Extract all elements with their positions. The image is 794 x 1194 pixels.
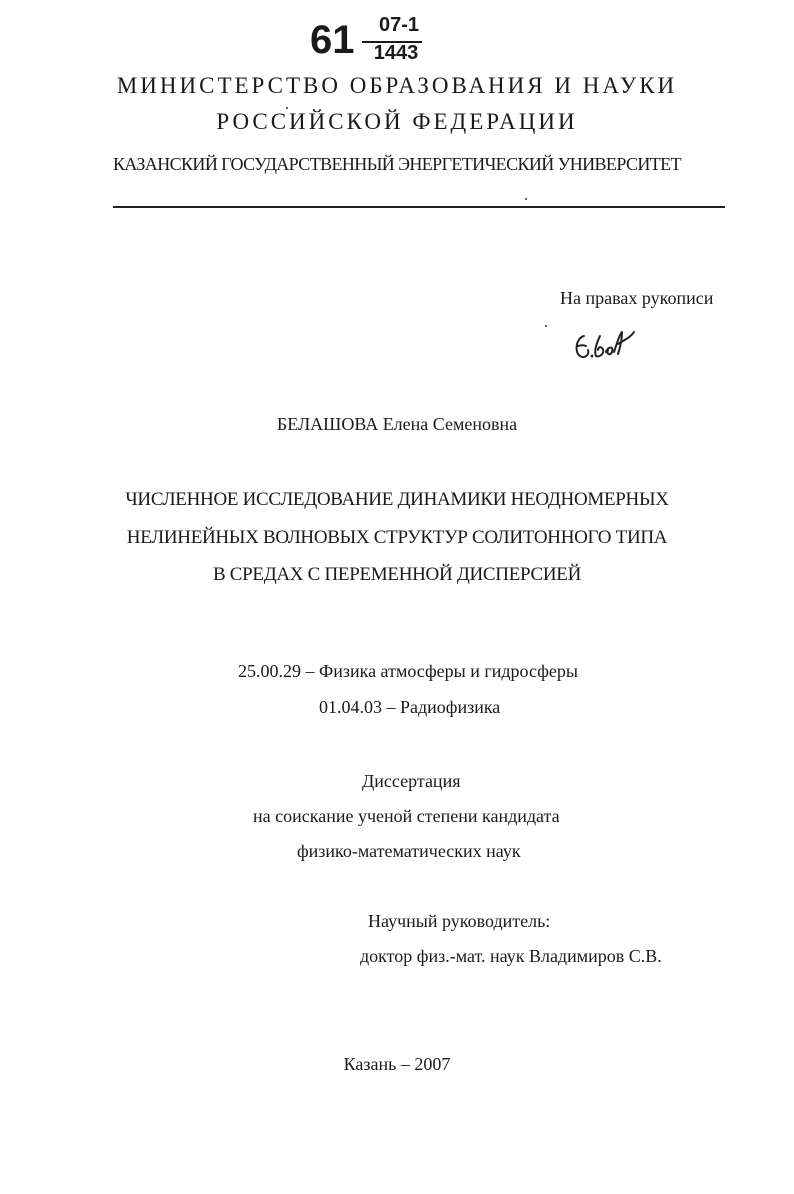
ministry-line-1: МИНИСТЕРСТВО ОБРАЗОВАНИЯ И НАУКИ <box>116 73 678 98</box>
ministry-line-2: РОССИЙСКОЙ ФЕДЕРАЦИИ <box>216 109 578 134</box>
thesis-type: Диссертация <box>362 771 461 791</box>
handwritten-signature <box>572 322 652 368</box>
scan-speck <box>545 325 547 327</box>
stamp-number: 61 <box>310 18 355 62</box>
header-divider <box>113 206 725 208</box>
scan-speck <box>286 107 288 109</box>
university-name: КАЗАНСКИЙ ГОСУДАРСТВЕННЫЙ ЭНЕРГЕТИЧЕСКИЙ УНИВЕРСИТЕТ <box>113 154 681 174</box>
city-year: Казань – 2007 <box>343 1054 451 1074</box>
manuscript-rights-note: На правах рукописи <box>560 288 714 308</box>
specialty-code-2: 01.04.03 – Радиофизика <box>319 697 501 717</box>
specialty-code-1: 25.00.29 – Физика атмосферы и гидросферы <box>238 661 578 681</box>
author-name: БЕЛАШОВА Елена Семеновна <box>276 414 518 434</box>
science-field: физико-математических наук <box>297 841 521 861</box>
scan-speck <box>525 198 527 200</box>
supervisor-name: доктор физ.-мат. наук Владимиров С.В. <box>360 946 662 966</box>
degree-line: на соискание ученой степени кандидата <box>253 806 560 826</box>
stamp-fraction-bottom: 1443 <box>373 42 419 64</box>
thesis-title-line-3: В СРЕДАХ С ПЕРЕМЕННОЙ ДИСПЕРСИЕЙ <box>212 564 582 585</box>
thesis-title-line-1: ЧИСЛЕННОЕ ИССЛЕДОВАНИЕ ДИНАМИКИ НЕОДНОМЕРНЫХ <box>125 489 669 510</box>
supervisor-label: Научный руководитель: <box>368 911 551 931</box>
thesis-title-line-2: НЕЛИНЕЙНЫХ ВОЛНОВЫХ СТРУКТУР СОЛИТОННОГО ТИПА <box>126 527 668 548</box>
stamp-fraction-top: 07-1 <box>378 14 420 36</box>
